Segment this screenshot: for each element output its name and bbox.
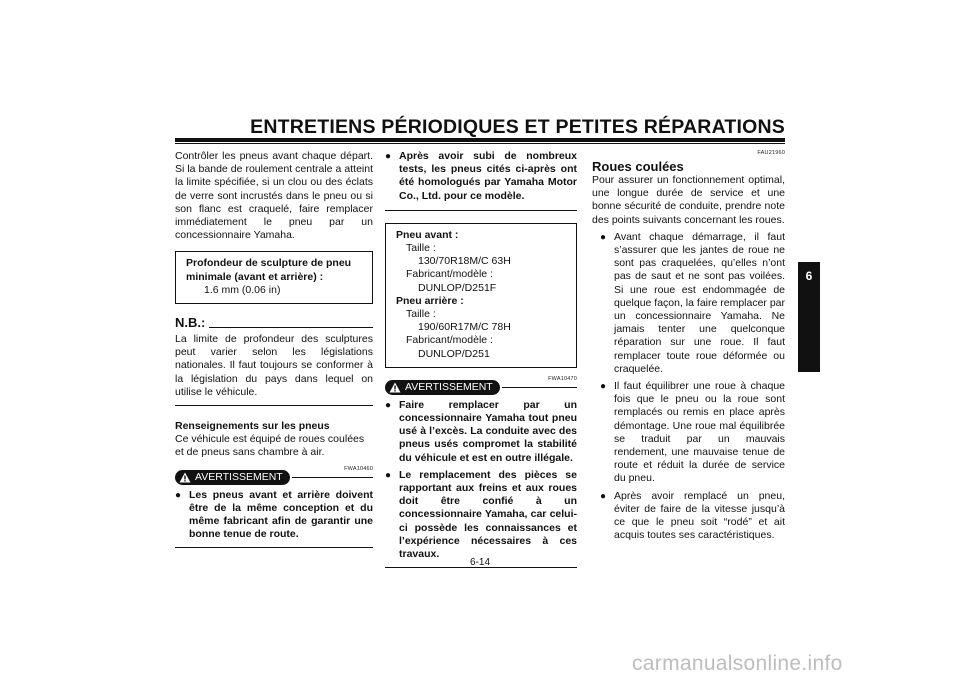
front-size-value: 130/70R18M/C 63H	[418, 255, 511, 268]
wheels-bullet: ● Il faut équilibrer une roue à chaque fois que le pneu ou la roue sont remplacés ou remis en place après démontage. Une roue mal équilibrée se traduit par un mauvais rendement, une mauvaise tenue de route et réduit la durée de service du pneu.	[600, 380, 785, 485]
bullet-dot-icon: ●	[385, 399, 392, 411]
warning-bullet: ● Les pneus avant et arrière doivent être de la même conception et du même fabricant afin de garantir une bonne tenue de route.	[175, 488, 373, 541]
front-maker-value: DUNLOP/D251F	[418, 281, 497, 294]
bullet-dot-icon: ●	[385, 151, 392, 162]
bullet-dot-icon: ●	[600, 231, 607, 243]
tread-depth-spec-box	[175, 251, 373, 304]
warning-code: FWA10470	[548, 375, 577, 382]
warning-bullet: ● Faire remplacer par un concessionnaire Yamaha tout pneu usé à l’excès. La conduite avec des pneus usés compromet la stabilité du véhicule et est en outre illégale.	[385, 398, 577, 464]
wheels-intro: Pour assurer un fonctionnement optimal, une longue durée de service et une bonne sécurité de conduite, prendre note des points suivants concernant les roues.	[592, 174, 785, 226]
tire-info-heading: Renseignements sur les pneus	[175, 420, 330, 433]
nb-heading	[175, 316, 373, 330]
nb-text: La limite de profondeur des sculptures peut varier selon les législations nationales. Il faut toujours se conformer à la législation du pays dans lequel on utilise le véhicule.	[175, 333, 373, 406]
bullet-dot-icon: ●	[600, 490, 607, 502]
warning-label: AVERTISSEMENT	[405, 380, 493, 393]
rear-size-label: Taille :	[406, 308, 436, 321]
wheels-bullet: ● Avant chaque démarrage, il faut s’assurer que les jantes de roue ne sont pas craquelées, qu’elles n’ont pas de saut et ne sont pas voilées. Si une roue est endommagée de quelque façon, la faire remplacer par un concessionnaire Yamaha. Ne jamais tenter une quelconque réparation sur une roue. Il faut remplacer toute roue déformée ou craquelée.	[600, 230, 786, 375]
section-code: FAU21960	[757, 150, 785, 156]
warning-rule	[502, 387, 577, 388]
rear-maker-label: Fabricant/modèle :	[406, 334, 493, 347]
watermark: carmanualsonline.info	[632, 652, 843, 675]
front-maker-label: Fabricant/modèle :	[406, 268, 493, 281]
column-right	[592, 150, 785, 542]
wheels-bullet: ● Après avoir remplacé un pneu, éviter de faire de la vitesse jusqu’à ce que le pneu soit “rodé” et ait acquis toutes ses caractéristiques.	[600, 489, 785, 542]
warning-bullet: ● Le remplacement des pièces se rapportant aux freins et aux roues doit être confié à un concessionnaire Yamaha, car celui-ci possède les connaissances et l’expérience nécessaires à ces travaux.	[385, 468, 577, 561]
page-number: 6-14	[469, 557, 490, 568]
warning-triangle-icon	[179, 472, 191, 483]
warning-badge	[175, 470, 290, 485]
warning-rule	[292, 477, 373, 478]
homologation-rule	[385, 210, 577, 211]
tire-spec-box	[385, 223, 577, 368]
rear-size-value: 190/60R17M/C 78H	[418, 321, 511, 334]
rear-maker-value: DUNLOP/D251	[418, 347, 490, 360]
warning-badge	[385, 380, 500, 395]
header-rule-thin	[175, 143, 785, 144]
column-middle	[385, 150, 577, 568]
bullet-dot-icon: ●	[600, 381, 607, 393]
nb-rule	[209, 327, 373, 328]
bullet-dot-icon: ●	[385, 469, 392, 481]
warning-end-rule	[175, 547, 373, 548]
nb-label: N.B.:	[175, 315, 206, 331]
warning-label: AVERTISSEMENT	[195, 470, 283, 483]
column-left	[175, 150, 373, 548]
bullet-dot-icon: ●	[175, 489, 182, 501]
warning-code: FWA10460	[344, 465, 373, 472]
header-rule	[175, 138, 785, 142]
page-header-title: ENTRETIENS PÉRIODIQUES ET PETITES RÉPARATIONS	[250, 116, 785, 138]
front-size-label: Taille :	[406, 242, 436, 255]
front-tire-title: Pneu avant :	[396, 228, 459, 241]
tread-depth-spec-value: 1.6 mm (0.06 in)	[204, 283, 281, 296]
tire-info-text: Ce véhicule est équipé de roues coulées et de pneus sans chambre à air.	[175, 433, 365, 459]
section-title: Roues coulées	[592, 159, 684, 174]
warning-triangle-icon	[389, 382, 401, 393]
tread-depth-spec-title: Profondeur de sculpture de pneu minimale (avant et arrière) :	[186, 257, 352, 283]
rear-tire-title: Pneu arrière :	[396, 294, 464, 307]
homologation-bullet: ● Après avoir subi de nombreux tests, les pneus cités ci-après ont été homologués par Yamaha Motor Co., Ltd. pour ce modèle.	[385, 150, 577, 202]
tire-check-paragraph: Contrôler les pneus avant chaque départ. Si la bande de roulement centrale a atteint la limite spécifiée, si un clou ou des éclats de verre sont incrustés dans le pneu ou si son flanc est craquelé, faire remplacer immédiatement le pneu par un concessionnaire Yamaha.	[175, 150, 373, 242]
chapter-tab-number: 6	[805, 269, 813, 283]
